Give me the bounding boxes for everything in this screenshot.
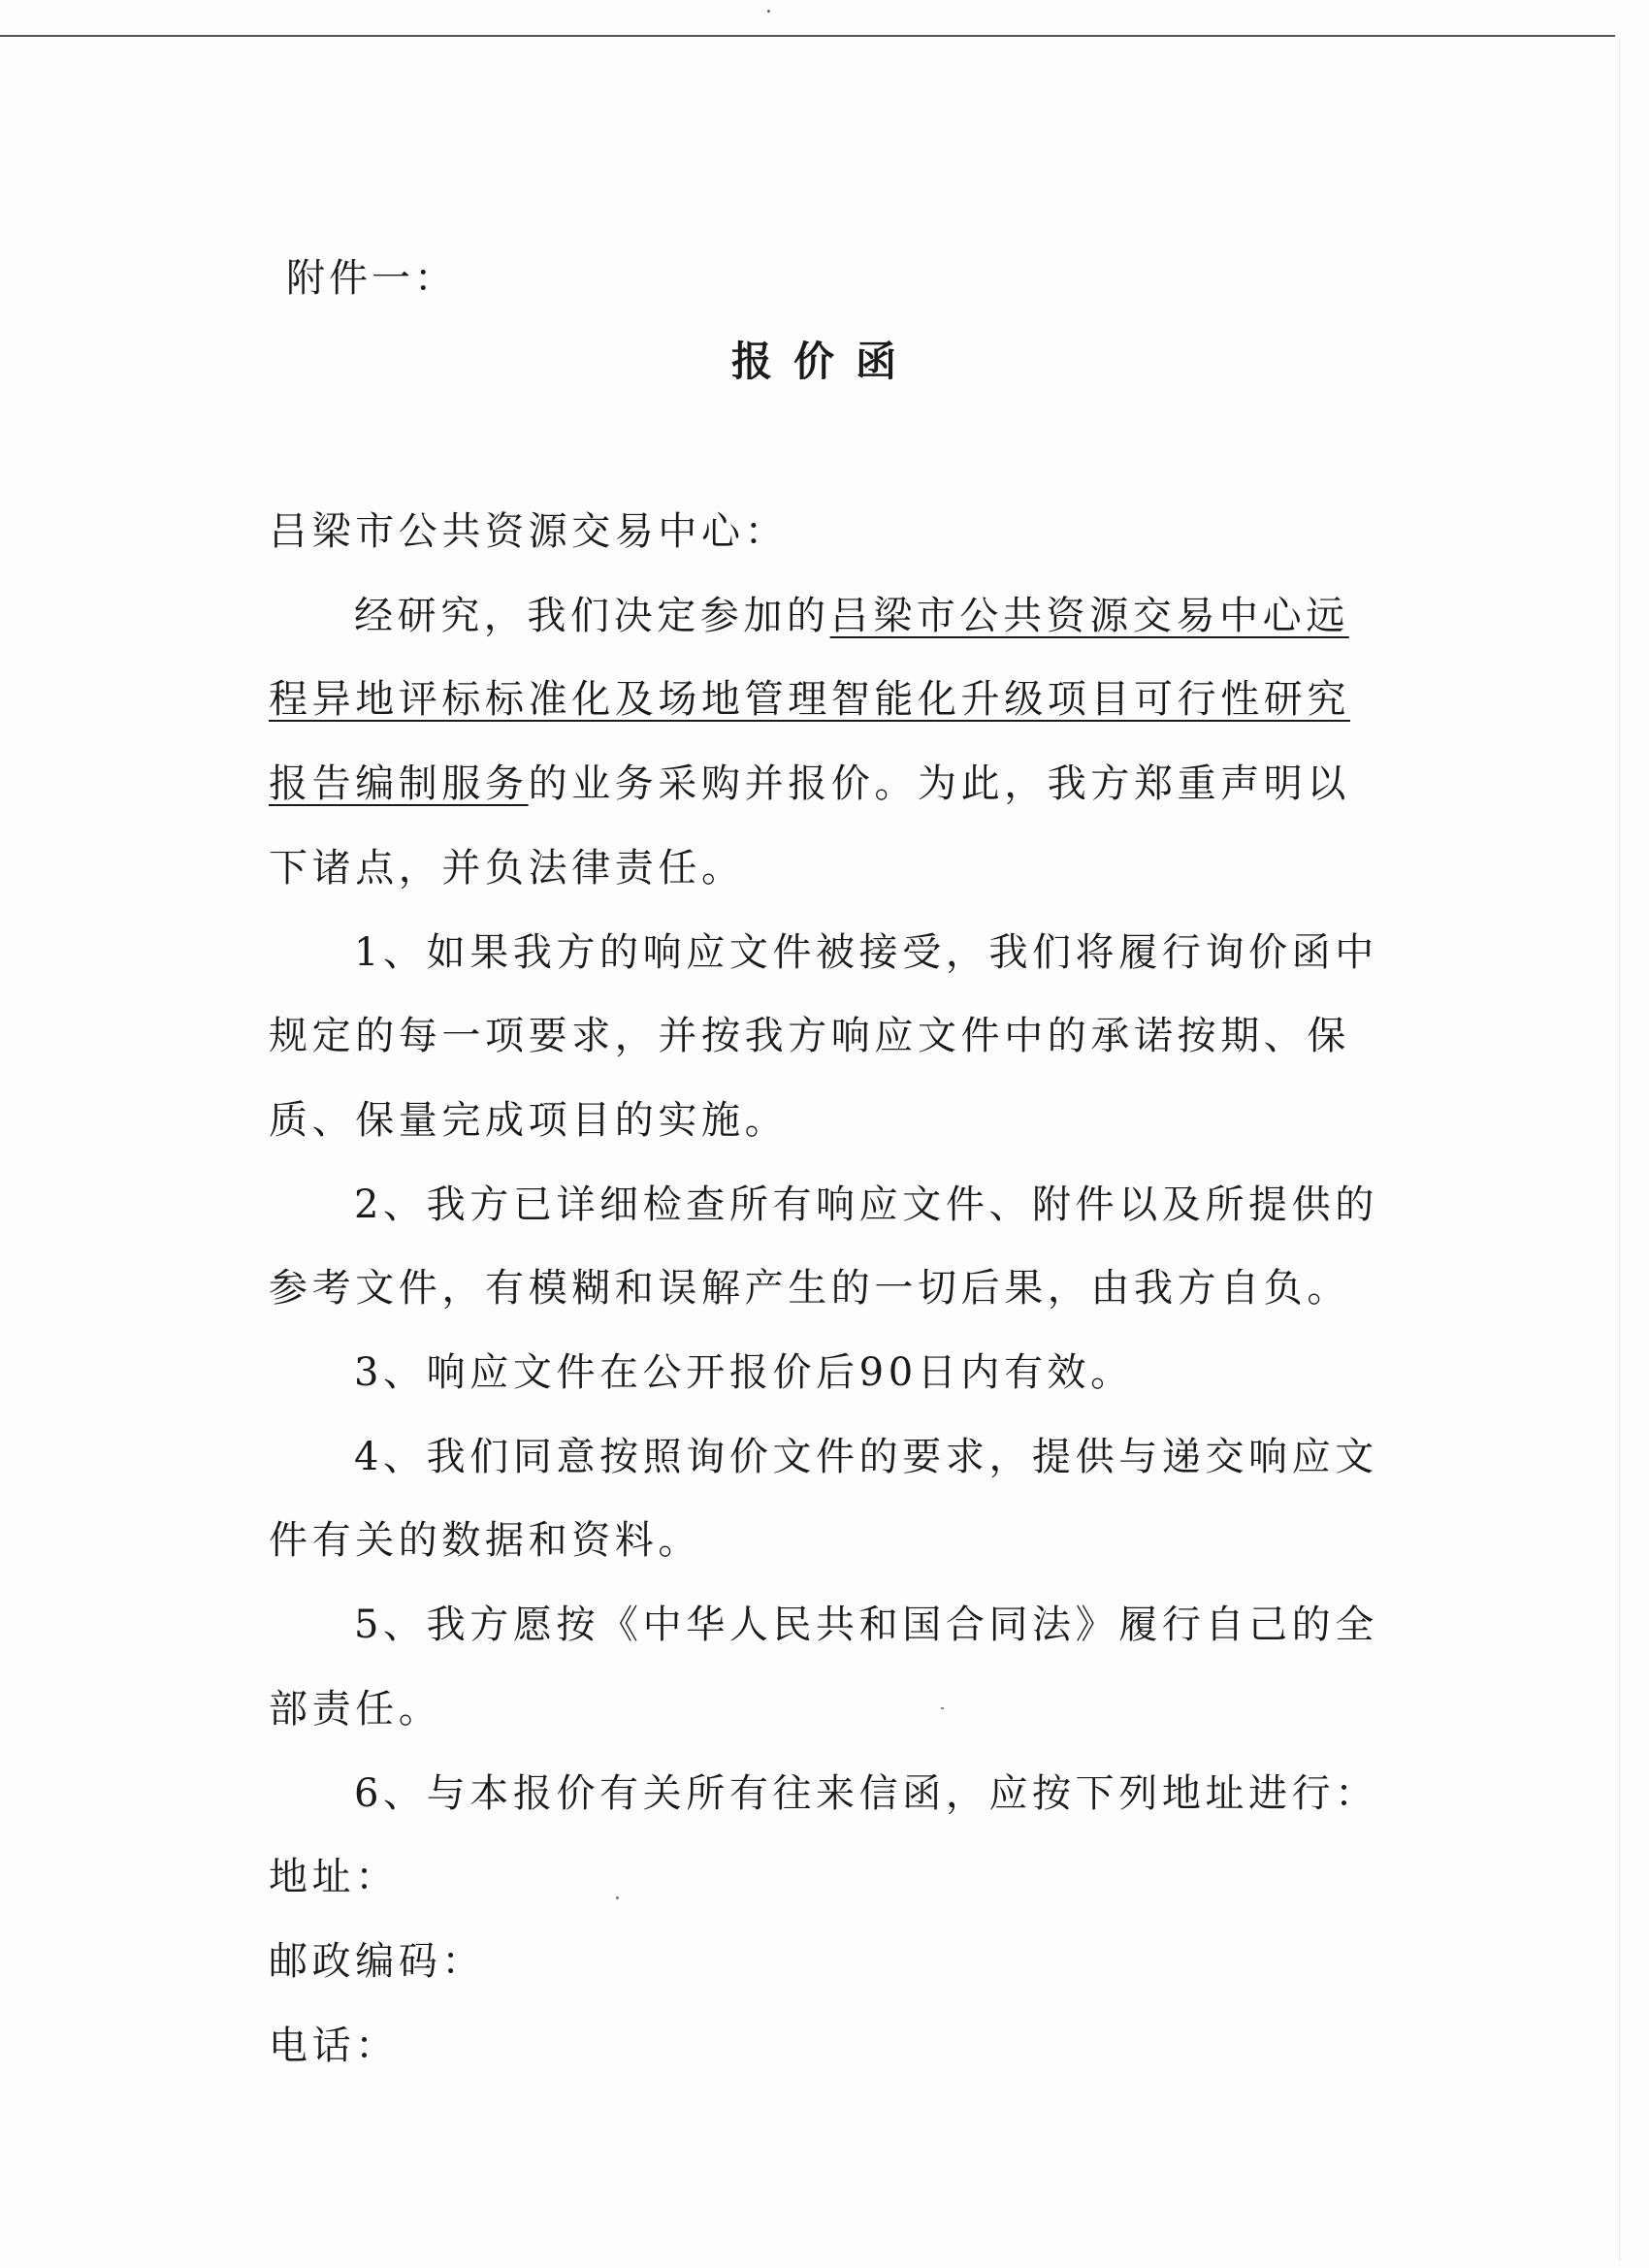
- intro-after: 的业务采购并报价。为此，我方郑重声明以下诸点，并负法律责任。: [269, 761, 1351, 891]
- attachment-label: 附件一：: [286, 256, 457, 301]
- scan-speck: [616, 1896, 619, 1899]
- postcode-field-label: 邮政编码：: [269, 1938, 485, 1984]
- intro-paragraph: [269, 574, 1379, 911]
- phone-field-label: 电话：: [269, 2023, 399, 2068]
- clause-3: 3、响应文件在公开报价后90日内有效。: [354, 1350, 1134, 1396]
- clause-2: 2、我方已详细检查所有响应文件、附件以及所提供的参考文件，有模糊和误解产生的一切后果，由我方自负。: [269, 1182, 1378, 1312]
- scan-speck: [767, 10, 770, 13]
- top-rule: [0, 35, 1615, 37]
- project-name: 吕梁市公共资源交易中心远程异地评标标准化及场地管理智能化升级项目可行性研究报告编制服务: [269, 593, 1350, 807]
- clause-5: 5、我方愿按《中华人民共和国合同法》履行自己的全部责任。: [269, 1603, 1378, 1732]
- recipient-line: 吕梁市公共资源交易中心：: [269, 509, 789, 554]
- letter-body: [269, 490, 1379, 2088]
- scan-speck: [941, 1707, 944, 1709]
- document-title: 报价函: [730, 338, 918, 385]
- clause-6: 6、与本报价有关所有往来信函，应按下列地址进行：: [354, 1770, 1378, 1816]
- clause-4: 4、我们同意按照询价文件的要求，提供与递交响应文件有关的数据和资料。: [269, 1434, 1378, 1564]
- intro-before: 经研究，我们决定参加的: [354, 593, 830, 638]
- address-field-label: 地址：: [269, 1855, 399, 1900]
- clause-1: 1、如果我方的响应文件被接受，我们将履行询价函中规定的每一项要求，并按我方响应文件中的承诺按期、保质、保量完成项目的实施。: [269, 929, 1378, 1143]
